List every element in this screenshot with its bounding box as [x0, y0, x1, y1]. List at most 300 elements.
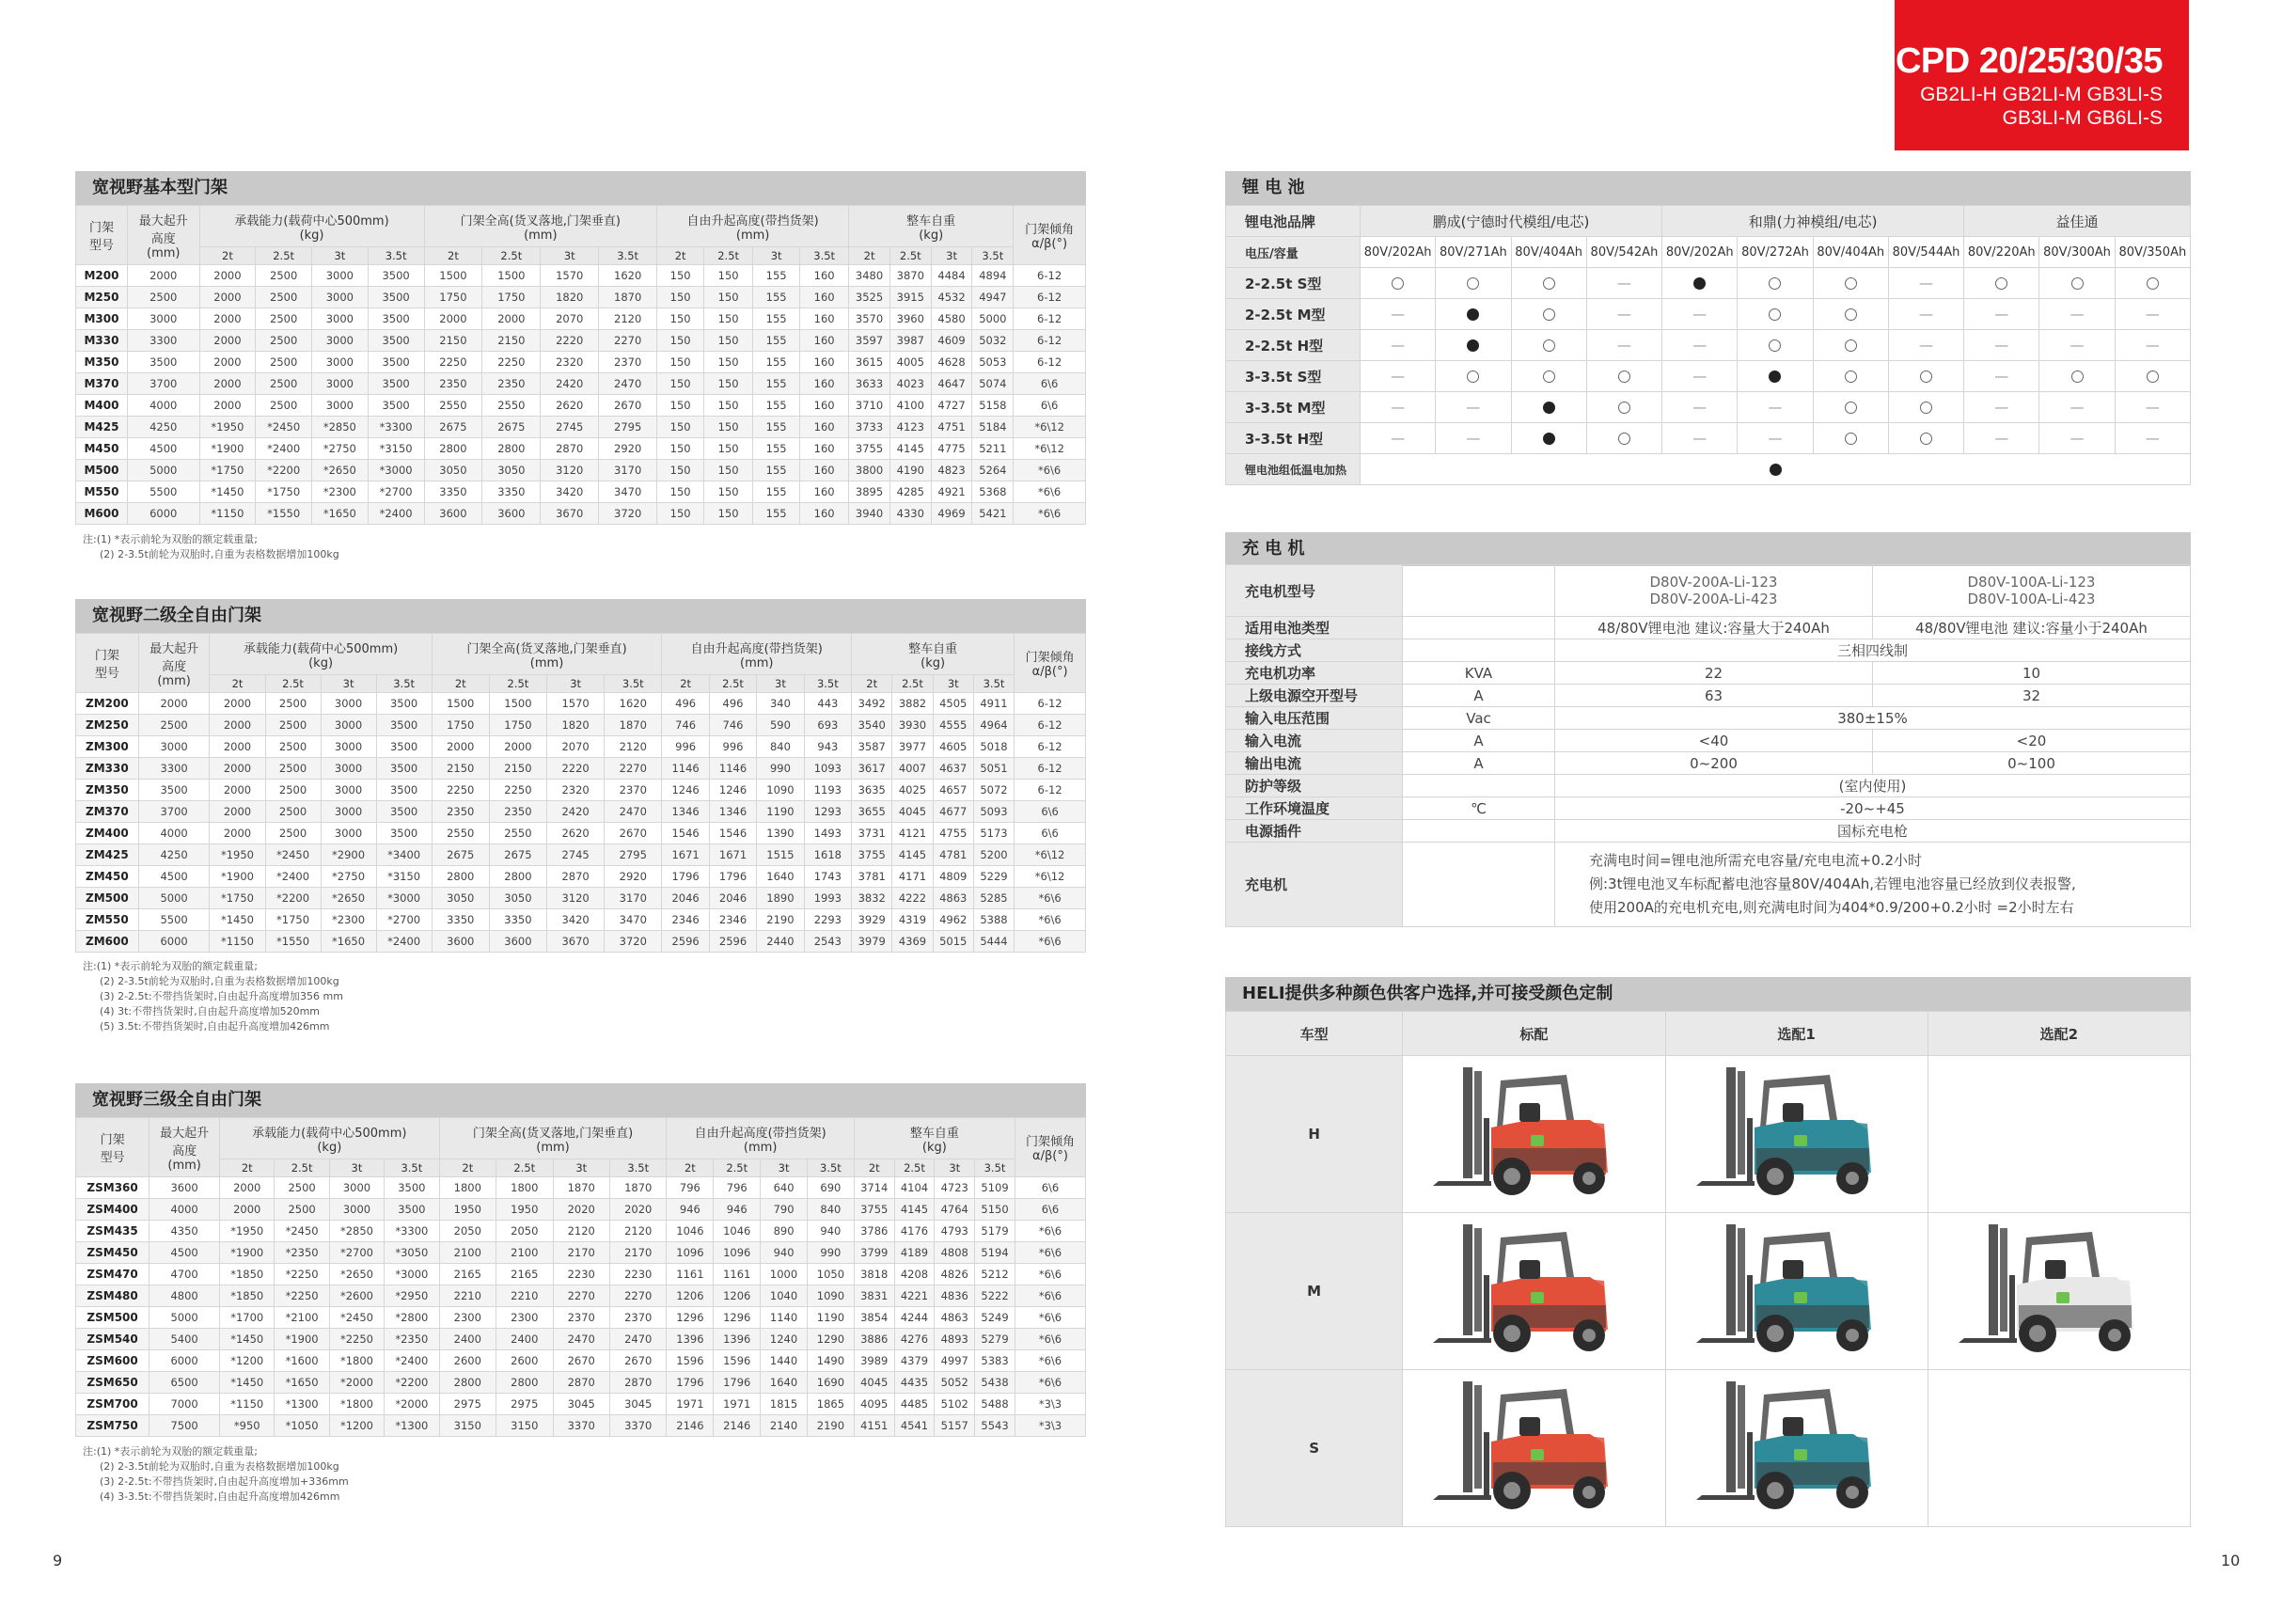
table-cell: 3500	[368, 395, 424, 417]
table-cell: 4500	[138, 866, 210, 888]
table-cell: *6\6	[1015, 1285, 1085, 1307]
colors-row-label: H	[1226, 1056, 1403, 1213]
table-cell: *1850	[220, 1264, 275, 1285]
standard-dot-icon	[1543, 402, 1555, 414]
battery-voltage-row	[1226, 237, 2191, 268]
table-cell: 2550	[432, 823, 489, 844]
table-row	[76, 395, 1086, 417]
table-cell: *3150	[368, 438, 424, 460]
table-cell: 4637	[933, 758, 973, 780]
mast-model-cell: ZM250	[76, 715, 139, 736]
table-cell: *6\6	[1014, 460, 1086, 481]
table-cell: 3000	[312, 373, 369, 395]
table-cell: *2250	[329, 1329, 384, 1350]
table-cell: 2020	[553, 1199, 609, 1221]
table-cell: 2870	[609, 1372, 667, 1394]
battery-cell: —	[1662, 330, 1738, 361]
charger-table	[1225, 564, 2191, 927]
table-cell: 943	[804, 736, 851, 758]
table-row	[76, 503, 1086, 525]
charger-unit	[1403, 639, 1555, 662]
table-cell: 3600	[150, 1177, 220, 1199]
battery-capacity: 80V/404Ah	[1511, 237, 1586, 268]
table-cell: *2400	[368, 503, 424, 525]
table-row	[76, 888, 1086, 909]
charger-value-b: <20	[1873, 730, 2191, 752]
colors-row-label: S	[1226, 1370, 1403, 1527]
table-row	[76, 931, 1086, 953]
table-cell: 4151	[854, 1415, 894, 1437]
table-cell: 3050	[432, 888, 489, 909]
table-cell: 150	[704, 373, 753, 395]
table-cell: 1671	[662, 844, 709, 866]
table-cell: *2950	[385, 1285, 439, 1307]
battery-row-label: 3-3.5t H型	[1226, 423, 1361, 454]
table-cell: 4319	[892, 909, 933, 931]
table-cell: 1093	[804, 758, 851, 780]
battery-cell	[1738, 268, 1813, 299]
table-cell: 6-12	[1015, 758, 1086, 780]
table-cell: 1090	[807, 1285, 854, 1307]
table-cell: 1570	[547, 693, 605, 715]
col-ton-header: 3.5t	[609, 1159, 667, 1177]
table-cell: 1796	[714, 1372, 761, 1394]
table-cell: 1546	[662, 823, 709, 844]
col-ton-header: 3.5t	[376, 675, 432, 693]
table-cell: 2500	[127, 287, 199, 308]
standard-dot-icon	[1467, 339, 1479, 352]
charger-unit: A	[1403, 685, 1555, 707]
table-cell: 2000	[199, 330, 256, 352]
table-cell: *1750	[265, 909, 321, 931]
table-cell: 2670	[599, 395, 657, 417]
table-row	[76, 460, 1086, 481]
charger-unit: ℃	[1403, 797, 1555, 820]
table-cell: *1900	[220, 1242, 275, 1264]
table-cell: 6\6	[1014, 395, 1086, 417]
table-cell: 3870	[889, 265, 931, 287]
battery-cell: —	[1361, 392, 1436, 423]
charger-value-b: 0~100	[1873, 752, 2191, 775]
table-cell: 1190	[807, 1307, 854, 1329]
table-cell: 4894	[972, 265, 1014, 287]
colors-header-option1: 选配1	[1665, 1012, 1928, 1056]
table-cell: 5053	[972, 352, 1014, 373]
table-row	[76, 1242, 1086, 1264]
table-cell: 1750	[432, 715, 489, 736]
table-cell: 5000	[138, 888, 210, 909]
optional-dot-icon	[2147, 277, 2159, 290]
forklift-image	[1425, 1376, 1642, 1517]
table-cell: 1396	[714, 1329, 761, 1350]
mast-model-cell: ZSM500	[76, 1307, 150, 1329]
table-row	[76, 417, 1086, 438]
table-cell: 990	[757, 758, 804, 780]
battery-brand: 益佳通	[1964, 206, 2191, 237]
table-cell: 3633	[849, 373, 890, 395]
table-cell: *1450	[210, 909, 265, 931]
table-cell: 4000	[127, 395, 199, 417]
col-ton-header: 3.5t	[368, 247, 424, 265]
col-capacity-header: 承载能力(载荷中心500mm) (kg)	[210, 634, 432, 675]
table-cell: 2050	[439, 1221, 496, 1242]
table-cell: 2800	[439, 1372, 496, 1394]
charger-row-label: 适用电池类型	[1226, 617, 1403, 639]
mast-model-cell: ZM200	[76, 693, 139, 715]
mast-model-cell: M500	[76, 460, 128, 481]
optional-dot-icon	[1618, 402, 1630, 414]
table-cell: 2230	[553, 1264, 609, 1285]
optional-dot-icon	[1845, 308, 1857, 321]
charger-row	[1226, 820, 2191, 843]
table-cell: 496	[662, 693, 709, 715]
table-row	[76, 438, 1086, 460]
table-cell: *6\12	[1014, 438, 1086, 460]
table-cell: 3940	[849, 503, 890, 525]
table-cell: 940	[807, 1221, 854, 1242]
table-cell: 1040	[761, 1285, 808, 1307]
col-ton-header: 3.5t	[975, 1159, 1015, 1177]
col-ton-header: 3.5t	[804, 675, 851, 693]
table-cell: 1870	[553, 1177, 609, 1199]
optional-dot-icon	[1618, 433, 1630, 445]
table-cell: 2346	[662, 909, 709, 931]
table-cell: 4100	[889, 395, 931, 417]
table-cell: 1090	[757, 780, 804, 801]
table-cell: 2870	[547, 866, 605, 888]
forklift-color-cell	[1928, 1370, 2190, 1527]
table-row	[76, 265, 1086, 287]
table-cell: 5438	[975, 1372, 1015, 1394]
optional-dot-icon	[1845, 339, 1857, 352]
optional-dot-icon	[2147, 371, 2159, 383]
col-ton-header: 3t	[312, 247, 369, 265]
table-cell: 4997	[935, 1350, 975, 1372]
table-cell: 2550	[482, 395, 541, 417]
table-cell: 2150	[489, 758, 546, 780]
table-cell: 4145	[892, 844, 933, 866]
battery-cell: —	[1586, 268, 1661, 299]
table-cell: 4700	[150, 1264, 220, 1285]
table-cell: 6\6	[1015, 1199, 1085, 1221]
table-cell: 5500	[138, 909, 210, 931]
table-cell: 3960	[889, 308, 931, 330]
table-cell: 2100	[439, 1242, 496, 1264]
table-cell: 2800	[432, 866, 489, 888]
table-cell: 2500	[256, 287, 312, 308]
table-cell: 5000	[127, 460, 199, 481]
table-cell: 5368	[972, 481, 1014, 503]
table-cell: 2000	[210, 823, 265, 844]
table-cell: 2500	[256, 330, 312, 352]
battery-cell	[1586, 392, 1661, 423]
mast-model-cell: ZM370	[76, 801, 139, 823]
table-cell: 2346	[709, 909, 756, 931]
charger-row	[1226, 707, 2191, 730]
table-cell: *6\6	[1015, 888, 1086, 909]
table-cell: 1146	[709, 758, 756, 780]
table-cell: *2300	[321, 909, 376, 931]
table-cell: 6500	[150, 1372, 220, 1394]
table-cell: 2370	[599, 352, 657, 373]
table-cell: 1796	[662, 866, 709, 888]
battery-cell	[1813, 268, 1888, 299]
table-cell: 5229	[973, 866, 1014, 888]
table-cell: *6\6	[1014, 503, 1086, 525]
table-row	[76, 1372, 1086, 1394]
table-cell: 2400	[439, 1329, 496, 1350]
table-cell: *3400	[376, 844, 432, 866]
table-cell: 5212	[975, 1264, 1015, 1285]
col-ton-header: 2.5t	[714, 1159, 761, 1177]
table-cell: *1950	[199, 417, 256, 438]
charger-row	[1226, 685, 2191, 707]
table-cell: 4628	[931, 352, 972, 373]
table-cell: *2450	[275, 1221, 329, 1242]
charger-unit: Vac	[1403, 707, 1555, 730]
table-cell: 2120	[609, 1221, 667, 1242]
table-cell: 4657	[933, 780, 973, 801]
table-cell: 1546	[709, 823, 756, 844]
table-cell: 150	[657, 438, 704, 460]
table-cell: 4250	[138, 844, 210, 866]
table-row	[76, 1350, 1086, 1372]
col-height-header: 门架全高(货叉落地,门架垂直) (mm)	[439, 1118, 667, 1159]
table-cell: 3525	[849, 287, 890, 308]
table-cell: 4045	[892, 801, 933, 823]
battery-cell: —	[1964, 330, 2039, 361]
mast-model-cell: ZSM540	[76, 1329, 150, 1350]
battery-row-label: 2-2.5t S型	[1226, 268, 1361, 299]
table-cell: 5157	[935, 1415, 975, 1437]
mast-model-cell: M370	[76, 373, 128, 395]
table-cell: 5222	[975, 1285, 1015, 1307]
col-tilt-header: 门架倾角 α/β(°)	[1015, 1118, 1085, 1177]
table-cell: 2370	[609, 1307, 667, 1329]
table-cell: *1650	[275, 1372, 329, 1394]
table-cell: 3540	[852, 715, 892, 736]
table-cell: 3587	[852, 736, 892, 758]
table-cell: 3915	[889, 287, 931, 308]
battery-capacity: 80V/542Ah	[1586, 237, 1661, 268]
table-cell: 1293	[804, 801, 851, 823]
col-freelift-header: 自由升起高度(带挡货架) (mm)	[662, 634, 852, 675]
table-cell: 2500	[265, 736, 321, 758]
table-cell: *6\12	[1014, 417, 1086, 438]
table-cell: 150	[704, 308, 753, 330]
charger-desc-row	[1226, 843, 2191, 927]
optional-dot-icon	[1543, 339, 1555, 352]
table-cell: 2270	[599, 330, 657, 352]
table-cell: *2350	[275, 1242, 329, 1264]
table-cell: 4555	[933, 715, 973, 736]
mast2-title: 宽视野二级全自由门架	[75, 599, 1086, 633]
table-cell: 4005	[889, 352, 931, 373]
col-ton-header: 2.5t	[275, 1159, 329, 1177]
table-cell: 1870	[599, 287, 657, 308]
table-cell: 5018	[973, 736, 1014, 758]
table-cell: 6\6	[1015, 801, 1086, 823]
note-line: (3) 2-2.5t:不带挡货架时,自由起升高度增加356 mm	[100, 990, 343, 1002]
battery-cell: —	[1888, 330, 1963, 361]
table-cell: 2620	[547, 823, 605, 844]
table-cell: 946	[667, 1199, 714, 1221]
table-cell: *3150	[376, 866, 432, 888]
table-cell: 4755	[933, 823, 973, 844]
table-cell: 1296	[667, 1307, 714, 1329]
standard-dot-icon	[1770, 464, 1782, 476]
battery-cell	[1662, 268, 1738, 299]
col-ton-header: 3t	[547, 675, 605, 693]
table-cell: 2270	[605, 758, 662, 780]
charger-model-a	[1555, 565, 1873, 617]
battery-capacity: 80V/350Ah	[2115, 237, 2190, 268]
mast-model-cell: ZSM700	[76, 1394, 150, 1415]
table-cell: *1650	[321, 931, 376, 953]
battery-capacity: 80V/544Ah	[1888, 237, 1963, 268]
table-row	[76, 801, 1086, 823]
table-cell: 3600	[489, 931, 546, 953]
battery-cell	[1436, 299, 1511, 330]
table-cell: 155	[753, 308, 800, 330]
mast3-table	[75, 1117, 1086, 1437]
table-cell: 3832	[852, 888, 892, 909]
table-cell: 3500	[368, 308, 424, 330]
table-cell: 2046	[709, 888, 756, 909]
table-cell: 150	[704, 330, 753, 352]
table-cell: 2170	[609, 1242, 667, 1264]
battery-table	[1225, 205, 2191, 485]
charger-row-label: 上级电源空开型号	[1226, 685, 1403, 707]
table-cell: 3500	[376, 823, 432, 844]
optional-dot-icon	[1467, 277, 1479, 290]
table-cell: *2700	[376, 909, 432, 931]
table-cell: *6\6	[1015, 931, 1086, 953]
colors-header-model: 车型	[1226, 1012, 1403, 1056]
charger-value-b: 48/80V锂电池 建议:容量小于240Ah	[1873, 617, 2191, 639]
table-cell: 1596	[714, 1350, 761, 1372]
charger-row-label: 输入电流	[1226, 730, 1403, 752]
forklift-color-cell	[1665, 1213, 1928, 1370]
table-cell: 2675	[424, 417, 482, 438]
table-row	[76, 1177, 1086, 1199]
table-cell: 3500	[127, 352, 199, 373]
table-cell: 5388	[973, 909, 1014, 931]
table-cell: 5000	[972, 308, 1014, 330]
mast-model-cell: ZSM400	[76, 1199, 150, 1221]
table-cell: *6\6	[1015, 1329, 1085, 1350]
table-cell: 3000	[138, 736, 210, 758]
table-cell: 4025	[892, 780, 933, 801]
table-cell: 4435	[894, 1372, 935, 1394]
charger-value-a: 48/80V锂电池 建议:容量大于240Ah	[1555, 617, 1873, 639]
table-cell: 2020	[609, 1199, 667, 1221]
table-cell: 5194	[975, 1242, 1015, 1264]
table-cell: 150	[657, 417, 704, 438]
table-cell: 3800	[849, 460, 890, 481]
table-cell: 1865	[807, 1394, 854, 1415]
table-cell: 2800	[489, 866, 546, 888]
table-cell: 2440	[757, 931, 804, 953]
forklift-color-cell	[1665, 1056, 1928, 1213]
table-cell: 155	[753, 265, 800, 287]
table-cell: 3670	[547, 931, 605, 953]
table-cell: 2150	[424, 330, 482, 352]
table-cell: 2140	[761, 1415, 808, 1437]
table-cell: 3700	[127, 373, 199, 395]
mast-model-cell: ZSM600	[76, 1350, 150, 1372]
table-cell: *1200	[329, 1415, 384, 1437]
table-cell: 4969	[931, 503, 972, 525]
charger-row-label: 接线方式	[1226, 639, 1403, 662]
table-cell: 1140	[761, 1307, 808, 1329]
battery-cell	[1738, 299, 1813, 330]
forklift-color-cell	[1403, 1370, 1665, 1527]
table-cell: 4276	[894, 1329, 935, 1350]
table-cell: *1900	[275, 1329, 329, 1350]
table-cell: 1820	[541, 287, 599, 308]
table-cell: 746	[662, 715, 709, 736]
table-cell: 2300	[439, 1307, 496, 1329]
col-capacity-header: 承载能力(载荷中心500mm) (kg)	[220, 1118, 440, 1159]
table-cell: 5158	[972, 395, 1014, 417]
table-cell: 5150	[975, 1199, 1015, 1221]
colors-header-row	[1226, 1012, 2191, 1056]
table-cell: 996	[662, 736, 709, 758]
table-cell: 3987	[889, 330, 931, 352]
table-cell: 1820	[547, 715, 605, 736]
table-cell: 155	[753, 503, 800, 525]
colors-table	[1225, 1011, 2191, 1527]
table-cell: 2470	[609, 1329, 667, 1350]
charger-model-b-line1: D80V-100A-Li-123	[1967, 574, 2096, 591]
table-cell: *2800	[385, 1307, 439, 1329]
table-cell: 2500	[265, 758, 321, 780]
table-cell: 2370	[605, 780, 662, 801]
table-cell: 3045	[553, 1394, 609, 1415]
table-cell: 3979	[852, 931, 892, 953]
table-cell: 5383	[975, 1350, 1015, 1372]
table-cell: 1750	[424, 287, 482, 308]
battery-cell	[1511, 268, 1586, 299]
table-cell: 2100	[496, 1242, 553, 1264]
table-cell: 3930	[892, 715, 933, 736]
col-ton-header: 3.5t	[807, 1159, 854, 1177]
battery-row-label: 3-3.5t M型	[1226, 392, 1361, 423]
table-cell: 2146	[714, 1415, 761, 1437]
table-cell: 2190	[757, 909, 804, 931]
table-cell: 1000	[761, 1264, 808, 1285]
colors-header-standard: 标配	[1403, 1012, 1665, 1056]
battery-cell: —	[1738, 423, 1813, 454]
table-cell: 4808	[935, 1242, 975, 1264]
table-cell: 4751	[931, 417, 972, 438]
table-cell: 1620	[605, 693, 662, 715]
table-cell: 2220	[547, 758, 605, 780]
table-cell: 155	[753, 287, 800, 308]
table-cell: 6000	[150, 1350, 220, 1372]
forklift-image	[1689, 1376, 1905, 1517]
mast-model-cell: ZM550	[76, 909, 139, 931]
charger-row	[1226, 639, 2191, 662]
charger-row	[1226, 775, 2191, 797]
table-cell: 840	[807, 1199, 854, 1221]
table-cell: 1490	[807, 1350, 854, 1372]
table-cell: 6-12	[1014, 352, 1086, 373]
table-cell: 2170	[553, 1242, 609, 1264]
table-cell: 2000	[199, 308, 256, 330]
table-cell: 746	[709, 715, 756, 736]
